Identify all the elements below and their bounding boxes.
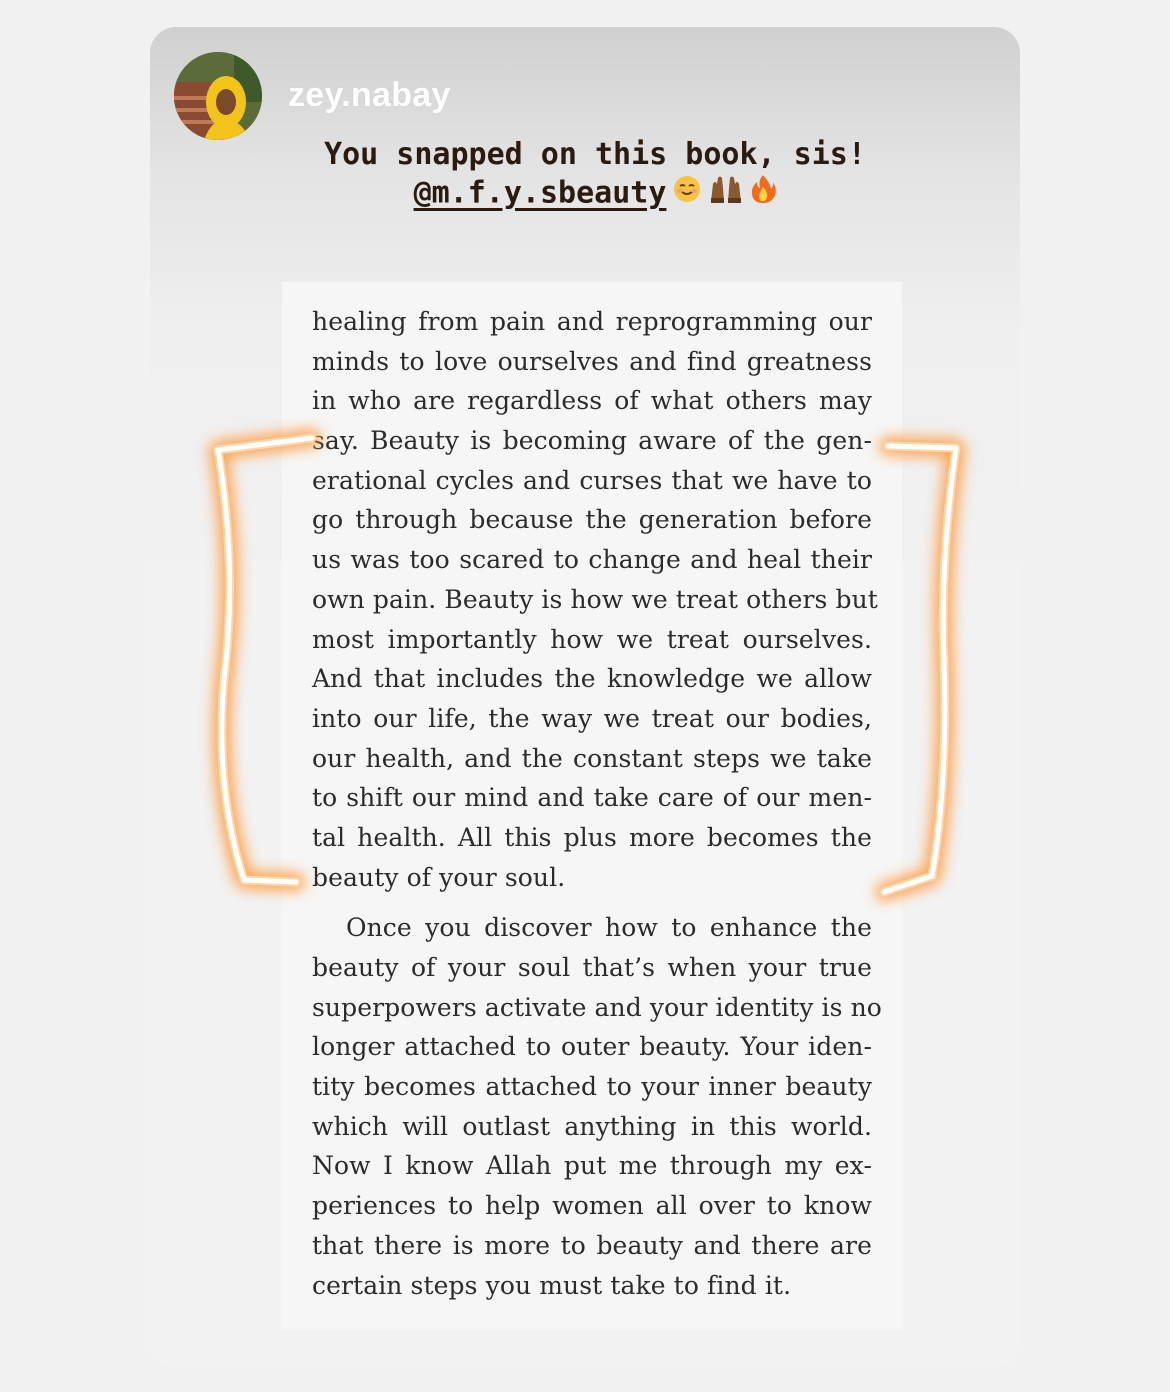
text-line: that there is more to beauty and there are bbox=[312, 1230, 872, 1260]
raised-hands-icon bbox=[708, 174, 744, 214]
text-line: superpowers activate and your identity is no bbox=[312, 992, 882, 1022]
text-line: tity becomes attached to your inner beauty bbox=[312, 1072, 872, 1102]
profile-avatar[interactable] bbox=[174, 52, 262, 140]
text-line: us was too scared to change and heal their bbox=[312, 545, 872, 575]
text-line: say. Beauty is becoming aware of the gen- bbox=[312, 426, 872, 456]
text-line: And that includes the knowledge we allow bbox=[312, 664, 872, 694]
text-line: beauty of your soul that’s when your true bbox=[312, 953, 872, 982]
text-line: our health, and the constant steps we take bbox=[312, 743, 872, 773]
text-line: to shift our mind and take care of our men- bbox=[312, 783, 872, 813]
avatar-photo bbox=[174, 52, 262, 140]
text-line: most importantly how we treat ourselves. bbox=[312, 624, 872, 654]
text-line: certain steps you must take to find it. bbox=[312, 1270, 792, 1300]
fire-icon bbox=[750, 174, 776, 214]
mention-link[interactable]: @m.f.y.sbeauty bbox=[413, 175, 667, 211]
text-line: tal health. All this plus more becomes the bbox=[312, 822, 872, 852]
text-line: into our life, the way we treat our bodies, bbox=[312, 703, 872, 733]
text-line: periences to help women all over to know bbox=[312, 1191, 872, 1221]
text-line: healing from pain and reprogramming our bbox=[312, 307, 872, 336]
text-line: in who are regardless of what others may bbox=[312, 386, 872, 416]
text-line: which will outlast anything in this world. bbox=[312, 1111, 872, 1141]
story-username[interactable]: zey.nabay bbox=[288, 76, 451, 114]
paragraph-gap bbox=[312, 897, 872, 908]
text-line: beauty of your soul. bbox=[312, 862, 566, 892]
caption-mention-line bbox=[300, 174, 890, 214]
caption-text: You snapped on this book, sis! bbox=[324, 137, 866, 172]
story-caption bbox=[300, 136, 890, 214]
text-line: erational cycles and curses that we have to bbox=[312, 465, 872, 495]
smiling-face-icon bbox=[672, 174, 702, 214]
text-line: longer attached to outer beauty. Your iden- bbox=[312, 1032, 872, 1062]
text-line: minds to love ourselves and find greatness bbox=[312, 346, 872, 376]
book-text bbox=[312, 302, 882, 1305]
text-line: Once you discover how to enhance the bbox=[346, 913, 872, 943]
text-line: own pain. Beauty is how we treat others but bbox=[312, 584, 878, 614]
text-line: Now I know Allah put me through my ex- bbox=[312, 1151, 872, 1181]
text-line: go through because the generation before bbox=[312, 505, 872, 535]
